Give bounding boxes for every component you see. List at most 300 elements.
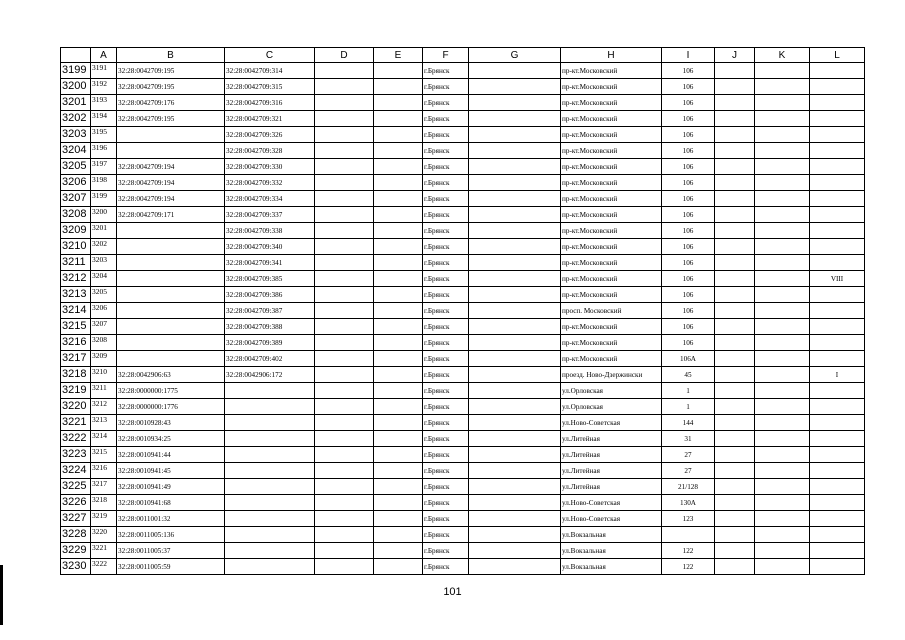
cell-e [374, 239, 423, 255]
cell-f: г.Брянск [423, 495, 469, 511]
cell-c: 32:28:0042709:330 [225, 159, 315, 175]
cell-l [810, 351, 865, 367]
cell-d [315, 447, 374, 463]
table-body [61, 63, 865, 575]
cell-c: 32:28:0042709:314 [225, 63, 315, 79]
cell-j [715, 527, 755, 543]
cell-b: 32:28:0042709:194 [117, 159, 225, 175]
cell-j [715, 383, 755, 399]
cell-j [715, 159, 755, 175]
cell-f: г.Брянск [423, 335, 469, 351]
table-row [61, 479, 865, 495]
cell-g [469, 431, 561, 447]
corner-header [61, 48, 91, 63]
cell-k [755, 399, 810, 415]
cell-j [715, 319, 755, 335]
cell-g [469, 63, 561, 79]
cell-k [755, 175, 810, 191]
cell-e [374, 511, 423, 527]
cell-i: 106 [662, 335, 715, 351]
row-number: 3228 [61, 527, 91, 543]
cell-b: 32:28:0010934:25 [117, 431, 225, 447]
cell-a: 3193 [91, 95, 117, 111]
cell-a: 3201 [91, 223, 117, 239]
cell-h: пр-кт.Московский [561, 79, 662, 95]
cell-e [374, 447, 423, 463]
cell-c: 32:28:0042709:388 [225, 319, 315, 335]
cell-e [374, 175, 423, 191]
table-row [61, 367, 865, 383]
cell-c: 32:28:0042709:387 [225, 303, 315, 319]
cell-j [715, 95, 755, 111]
cell-d [315, 495, 374, 511]
table-row [61, 495, 865, 511]
cell-e [374, 191, 423, 207]
table-row [61, 383, 865, 399]
cell-l [810, 543, 865, 559]
cell-j [715, 79, 755, 95]
cell-g [469, 479, 561, 495]
cell-d [315, 127, 374, 143]
cell-h: пр-кт.Московский [561, 223, 662, 239]
cell-c [225, 543, 315, 559]
cell-e [374, 127, 423, 143]
cell-a: 3200 [91, 207, 117, 223]
cell-j [715, 511, 755, 527]
column-header-j: J [715, 48, 755, 63]
cell-h: ул.Ново-Советская [561, 495, 662, 511]
cell-h: пр-кт.Московский [561, 351, 662, 367]
cell-a: 3212 [91, 399, 117, 415]
cell-f: г.Брянск [423, 543, 469, 559]
cell-f: г.Брянск [423, 415, 469, 431]
cell-i: 21/128 [662, 479, 715, 495]
cell-k [755, 319, 810, 335]
cell-d [315, 159, 374, 175]
row-number: 3218 [61, 367, 91, 383]
row-number: 3226 [61, 495, 91, 511]
cell-g [469, 255, 561, 271]
cell-b [117, 239, 225, 255]
cell-h: просп. Московский [561, 303, 662, 319]
cell-c [225, 527, 315, 543]
cell-j [715, 63, 755, 79]
cell-f: г.Брянск [423, 559, 469, 575]
cell-j [715, 447, 755, 463]
cell-c: 32:28:0042709:389 [225, 335, 315, 351]
cell-j [715, 255, 755, 271]
cell-e [374, 271, 423, 287]
table-row [61, 63, 865, 79]
cell-g [469, 207, 561, 223]
cell-i: 106 [662, 159, 715, 175]
cell-i: 106 [662, 303, 715, 319]
cell-a: 3207 [91, 319, 117, 335]
cell-l [810, 495, 865, 511]
cell-h: пр-кт.Московский [561, 111, 662, 127]
column-header-c: C [225, 48, 315, 63]
cell-i: 130А [662, 495, 715, 511]
row-number: 3200 [61, 79, 91, 95]
cell-h: ул.Орловская [561, 383, 662, 399]
row-number: 3211 [61, 255, 91, 271]
cell-a: 3205 [91, 287, 117, 303]
cell-a: 3216 [91, 463, 117, 479]
cell-h: ул.Литейная [561, 447, 662, 463]
cell-i: 106 [662, 207, 715, 223]
cell-c: 32:28:0042709:326 [225, 127, 315, 143]
row-number: 3212 [61, 271, 91, 287]
cell-h: пр-кт.Московский [561, 271, 662, 287]
cell-k [755, 143, 810, 159]
cell-g [469, 79, 561, 95]
cell-k [755, 223, 810, 239]
column-header-i: I [662, 48, 715, 63]
cell-c: 32:28:0042709:332 [225, 175, 315, 191]
cell-d [315, 303, 374, 319]
cell-e [374, 527, 423, 543]
cell-d [315, 383, 374, 399]
cell-e [374, 431, 423, 447]
cell-h: пр-кт.Московский [561, 175, 662, 191]
cell-b [117, 335, 225, 351]
cell-b: 32:28:0011001:32 [117, 511, 225, 527]
cell-i: 45 [662, 367, 715, 383]
cell-k [755, 303, 810, 319]
cell-l [810, 479, 865, 495]
cell-i: 106 [662, 95, 715, 111]
cell-i: 106 [662, 175, 715, 191]
cell-g [469, 287, 561, 303]
cell-k [755, 191, 810, 207]
cell-i: 106 [662, 271, 715, 287]
cell-b: 32:28:0010928:43 [117, 415, 225, 431]
cell-j [715, 351, 755, 367]
column-header-e: E [374, 48, 423, 63]
cell-l [810, 431, 865, 447]
cell-d [315, 143, 374, 159]
cell-c: 32:28:0042709:338 [225, 223, 315, 239]
cell-g [469, 383, 561, 399]
table-row [61, 127, 865, 143]
cell-i: 31 [662, 431, 715, 447]
cell-k [755, 127, 810, 143]
cell-a: 3213 [91, 415, 117, 431]
cell-f: г.Брянск [423, 431, 469, 447]
cell-j [715, 559, 755, 575]
cell-a: 3220 [91, 527, 117, 543]
cell-f: г.Брянск [423, 175, 469, 191]
cell-h: пр-кт.Московский [561, 239, 662, 255]
cell-k [755, 383, 810, 399]
cell-d [315, 335, 374, 351]
table-row [61, 143, 865, 159]
cell-f: г.Брянск [423, 383, 469, 399]
cell-d [315, 431, 374, 447]
cell-h: ул.Литейная [561, 431, 662, 447]
cell-h: пр-кт.Московский [561, 127, 662, 143]
cell-j [715, 223, 755, 239]
cell-j [715, 335, 755, 351]
cell-i: 106 [662, 223, 715, 239]
cell-i: 106 [662, 111, 715, 127]
cell-j [715, 175, 755, 191]
cell-h: пр-кт.Московский [561, 255, 662, 271]
row-number: 3209 [61, 223, 91, 239]
cell-l [810, 383, 865, 399]
cell-g [469, 127, 561, 143]
cell-c [225, 415, 315, 431]
cell-c [225, 511, 315, 527]
cell-g [469, 399, 561, 415]
row-number: 3214 [61, 303, 91, 319]
cell-a: 3221 [91, 543, 117, 559]
cell-g [469, 559, 561, 575]
cell-e [374, 415, 423, 431]
cell-c: 32:28:0042709:340 [225, 239, 315, 255]
cell-h: пр-кт.Московский [561, 95, 662, 111]
cell-e [374, 463, 423, 479]
cell-l [810, 559, 865, 575]
cell-b: 32:28:0042709:195 [117, 79, 225, 95]
cell-l [810, 287, 865, 303]
cell-i: 106 [662, 127, 715, 143]
cell-f: г.Брянск [423, 287, 469, 303]
cell-c: 32:28:0042906:172 [225, 367, 315, 383]
cell-g [469, 319, 561, 335]
cell-k [755, 479, 810, 495]
cell-g [469, 239, 561, 255]
data-table [60, 47, 865, 575]
table-row [61, 223, 865, 239]
cell-e [374, 303, 423, 319]
cell-b: 32:28:0042709:195 [117, 111, 225, 127]
cell-l [810, 143, 865, 159]
cell-f: г.Брянск [423, 511, 469, 527]
cell-e [374, 495, 423, 511]
cell-a: 3217 [91, 479, 117, 495]
cell-c: 32:28:0042709:337 [225, 207, 315, 223]
row-number: 3220 [61, 399, 91, 415]
table-row [61, 175, 865, 191]
cell-g [469, 495, 561, 511]
row-number: 3207 [61, 191, 91, 207]
row-number: 3208 [61, 207, 91, 223]
cell-h: ул.Вокзальная [561, 543, 662, 559]
cell-a: 3191 [91, 63, 117, 79]
cell-h: ул.Ново-Советская [561, 511, 662, 527]
table-row [61, 447, 865, 463]
cell-i: 106 [662, 143, 715, 159]
cell-i [662, 527, 715, 543]
cell-j [715, 399, 755, 415]
cell-a: 3199 [91, 191, 117, 207]
cell-e [374, 143, 423, 159]
cell-a: 3218 [91, 495, 117, 511]
cell-g [469, 543, 561, 559]
cell-i: 27 [662, 463, 715, 479]
cell-h: ул.Вокзальная [561, 559, 662, 575]
cell-e [374, 223, 423, 239]
cell-a: 3211 [91, 383, 117, 399]
cell-i: 106 [662, 63, 715, 79]
cell-d [315, 367, 374, 383]
cell-h: ул.Ново-Советская [561, 415, 662, 431]
cell-b: 32:28:0010941:44 [117, 447, 225, 463]
cell-c: 32:28:0042709:386 [225, 287, 315, 303]
cell-i: 106 [662, 239, 715, 255]
cell-h: пр-кт.Московский [561, 207, 662, 223]
cell-l [810, 527, 865, 543]
row-number: 3210 [61, 239, 91, 255]
cell-h: ул.Литейная [561, 463, 662, 479]
cell-f: г.Брянск [423, 447, 469, 463]
column-header-row [61, 48, 865, 63]
cell-a: 3222 [91, 559, 117, 575]
cell-d [315, 479, 374, 495]
cell-j [715, 367, 755, 383]
cell-c: 32:28:0042709:321 [225, 111, 315, 127]
table-row [61, 463, 865, 479]
cell-a: 3198 [91, 175, 117, 191]
row-number: 3221 [61, 415, 91, 431]
column-header-g: G [469, 48, 561, 63]
cell-h: пр-кт.Московский [561, 63, 662, 79]
cell-f: г.Брянск [423, 527, 469, 543]
cell-d [315, 239, 374, 255]
cell-k [755, 255, 810, 271]
cell-d [315, 271, 374, 287]
cell-d [315, 287, 374, 303]
cell-i: 1 [662, 383, 715, 399]
table-row [61, 95, 865, 111]
row-number: 3225 [61, 479, 91, 495]
cell-k [755, 111, 810, 127]
cell-l [810, 399, 865, 415]
cell-h: пр-кт.Московский [561, 335, 662, 351]
cell-a: 3194 [91, 111, 117, 127]
column-header-l: L [810, 48, 865, 63]
cell-c: 32:28:0042709:315 [225, 79, 315, 95]
cell-l [810, 303, 865, 319]
cell-h: пр-кт.Московский [561, 159, 662, 175]
cell-b: 32:28:0042709:171 [117, 207, 225, 223]
cell-i: 122 [662, 559, 715, 575]
cell-g [469, 463, 561, 479]
cell-l [810, 127, 865, 143]
row-number: 3217 [61, 351, 91, 367]
cell-k [755, 543, 810, 559]
cell-j [715, 303, 755, 319]
cell-f: г.Брянск [423, 127, 469, 143]
cell-j [715, 207, 755, 223]
cell-f: г.Брянск [423, 111, 469, 127]
cell-k [755, 287, 810, 303]
cell-h: ул.Вокзальная [561, 527, 662, 543]
cell-h: пр-кт.Московский [561, 319, 662, 335]
table-row [61, 399, 865, 415]
cell-g [469, 415, 561, 431]
cell-b: 32:28:0011005:37 [117, 543, 225, 559]
column-header-b: B [117, 48, 225, 63]
cell-i: 106 [662, 255, 715, 271]
cell-d [315, 95, 374, 111]
cell-d [315, 543, 374, 559]
row-number: 3202 [61, 111, 91, 127]
cell-d [315, 319, 374, 335]
row-number: 3224 [61, 463, 91, 479]
cell-e [374, 543, 423, 559]
cell-g [469, 303, 561, 319]
cell-f: г.Брянск [423, 191, 469, 207]
cell-a: 3219 [91, 511, 117, 527]
cell-f: г.Брянск [423, 223, 469, 239]
cell-g [469, 143, 561, 159]
cell-a: 3202 [91, 239, 117, 255]
cell-g [469, 95, 561, 111]
cell-c: 32:28:0042709:334 [225, 191, 315, 207]
cell-i: 106 [662, 287, 715, 303]
cell-g [469, 111, 561, 127]
cell-f: г.Брянск [423, 95, 469, 111]
cell-j [715, 127, 755, 143]
cell-i: 1 [662, 399, 715, 415]
row-number: 3230 [61, 559, 91, 575]
cell-e [374, 159, 423, 175]
cell-l [810, 191, 865, 207]
row-number: 3227 [61, 511, 91, 527]
table-row [61, 79, 865, 95]
cell-e [374, 399, 423, 415]
cell-d [315, 511, 374, 527]
cell-b: 32:28:0042709:194 [117, 175, 225, 191]
cell-l [810, 95, 865, 111]
cell-l [810, 223, 865, 239]
cell-k [755, 159, 810, 175]
table-row [61, 111, 865, 127]
cell-d [315, 527, 374, 543]
page-number: 101 [443, 586, 462, 598]
cell-g [469, 447, 561, 463]
table-row [61, 415, 865, 431]
cell-e [374, 383, 423, 399]
cell-f: г.Брянск [423, 255, 469, 271]
row-number: 3204 [61, 143, 91, 159]
cell-i: 122 [662, 543, 715, 559]
cell-g [469, 351, 561, 367]
cell-h: пр-кт.Московский [561, 191, 662, 207]
cell-c: 32:28:0042709:328 [225, 143, 315, 159]
cell-b: 32:28:0010941:45 [117, 463, 225, 479]
cell-d [315, 415, 374, 431]
cell-k [755, 63, 810, 79]
cell-b: 32:28:0042709:176 [117, 95, 225, 111]
cell-c [225, 431, 315, 447]
cell-b: 32:28:0010941:68 [117, 495, 225, 511]
cell-f: г.Брянск [423, 143, 469, 159]
cell-c: 32:28:0042709:341 [225, 255, 315, 271]
cell-j [715, 287, 755, 303]
cell-a: 3208 [91, 335, 117, 351]
cell-a: 3203 [91, 255, 117, 271]
cell-j [715, 271, 755, 287]
table-row [61, 207, 865, 223]
cell-j [715, 415, 755, 431]
cell-f: г.Брянск [423, 351, 469, 367]
cell-g [469, 367, 561, 383]
cell-k [755, 79, 810, 95]
cell-l [810, 63, 865, 79]
